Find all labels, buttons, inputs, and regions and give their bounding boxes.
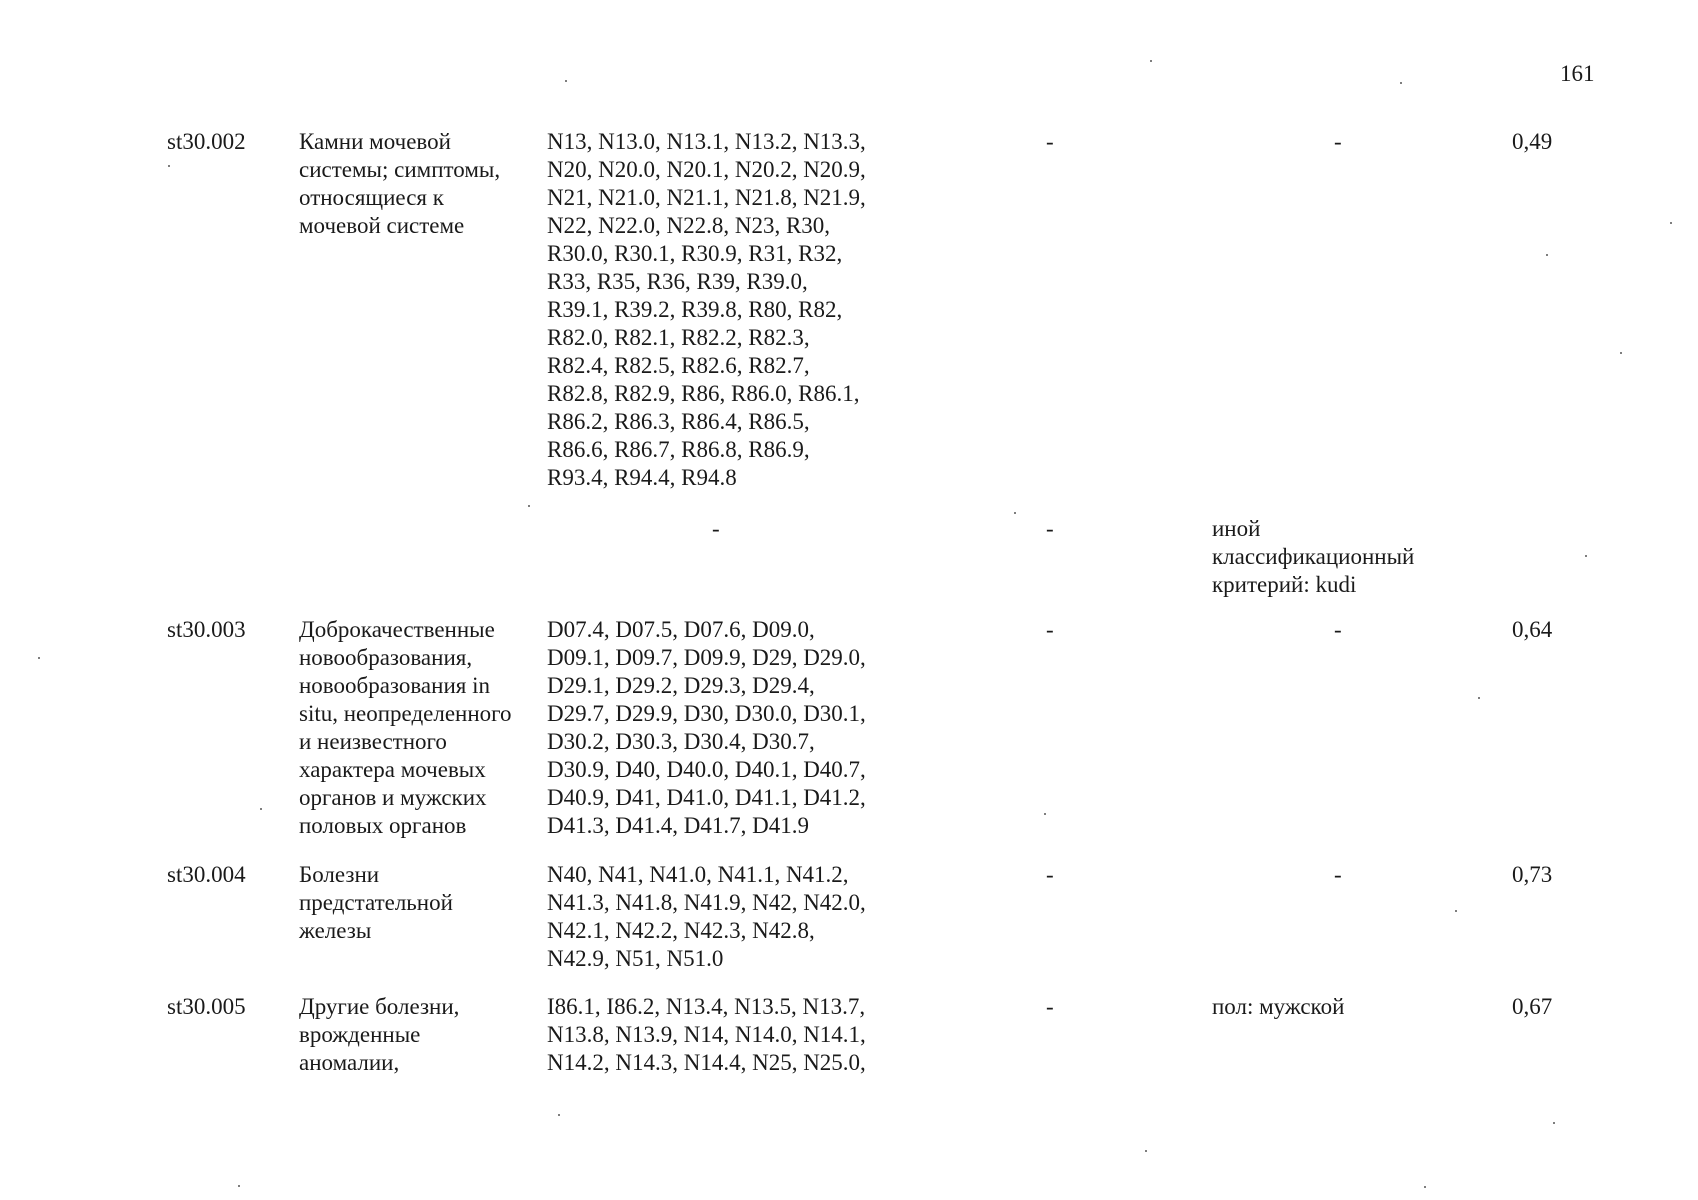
row-code: st30.003 bbox=[167, 617, 246, 642]
row-name: Камни мочевой системы; симптомы, относящиеся к мочевой системе bbox=[299, 129, 501, 238]
scan-speck bbox=[238, 1185, 240, 1187]
scan-speck bbox=[565, 80, 567, 82]
row-coefficient: 0,49 bbox=[1512, 129, 1553, 154]
row-code: st30.002 bbox=[167, 129, 246, 154]
row-name: Другие болезни, врожденные аномалии, bbox=[299, 994, 460, 1075]
scan-speck bbox=[1478, 697, 1480, 699]
row-name: Болезни предстательной железы bbox=[299, 862, 453, 943]
scan-speck bbox=[1150, 60, 1152, 62]
scan-speck bbox=[1400, 82, 1402, 84]
row-col4: - bbox=[1046, 994, 1054, 1019]
row-code: st30.005 bbox=[167, 994, 246, 1019]
row-col5: пол: мужской bbox=[1212, 994, 1345, 1019]
row-name: Доброкачественные новообразования, новообразования in situ, неопределенного и неизвестного характера мочевых органов и мужских половых органов bbox=[299, 617, 512, 838]
row-col4: - bbox=[1046, 617, 1054, 642]
row-col5: - bbox=[1334, 129, 1342, 154]
scan-speck bbox=[168, 165, 170, 167]
scan-speck bbox=[1553, 1122, 1555, 1124]
scan-speck bbox=[1145, 1150, 1147, 1152]
row-coefficient: 0,67 bbox=[1512, 994, 1553, 1019]
scan-speck bbox=[1670, 222, 1672, 224]
scan-speck bbox=[528, 505, 530, 507]
row-col4: - bbox=[1046, 516, 1054, 541]
scan-speck bbox=[1014, 512, 1016, 514]
page-number: 161 bbox=[1560, 61, 1595, 86]
scan-speck bbox=[1585, 555, 1587, 557]
scan-speck bbox=[1044, 813, 1046, 815]
scan-speck bbox=[38, 657, 40, 659]
row-icd-codes: N13, N13.0, N13.1, N13.2, N13.3, N20, N20.0, N20.1, N20.2, N20.9, N21, N21.0, N21.1, N21.8, N21.9, N22, N22.0, N22.8, N23, R30, R30.0, R30.1, R30.9, R31, R32, R33, R35, R36, R39, R39.0, R39.1, R39.2, R39.8, R80, R82, R82.0, R82.1, R82.2, R82.3, R82.4, R82.5, R82.6, R82.7, R82.8, R82.9, R86, R86.0, R86.1, R86.2, R86.3, R86.4, R86.5, R86.6, R86.7, R86.8, R86.9, R93.4, R94.4, R94.8 bbox=[547, 129, 866, 490]
scan-speck bbox=[1455, 910, 1457, 912]
row-icd-codes: D07.4, D07.5, D07.6, D09.0, D09.1, D09.7, D09.9, D29, D29.0, D29.1, D29.2, D29.3, D29.4, D29.7, D29.9, D30, D30.0, D30.1, D30.2, D30.3, D30.4, D30.7, D30.9, D40, D40.0, D40.1, D40.7, D40.9, D41, D41.0, D41.1, D41.2, D41.3, D41.4, D41.7, D41.9 bbox=[547, 617, 866, 838]
row-icd-codes: I86.1, I86.2, N13.4, N13.5, N13.7, N13.8, N13.9, N14, N14.0, N14.1, N14.2, N14.3, N14.4, N25, N25.0, bbox=[547, 994, 866, 1075]
row-icd-codes: N40, N41, N41.0, N41.1, N41.2, N41.3, N41.8, N41.9, N42, N42.0, N42.1, N42.2, N42.3, N42.8, N42.9, N51, N51.0 bbox=[547, 862, 866, 971]
row-icd-codes: - bbox=[712, 516, 720, 541]
row-col5: - bbox=[1334, 862, 1342, 887]
row-code: st30.004 bbox=[167, 862, 246, 887]
scan-speck bbox=[558, 1114, 560, 1116]
scan-speck bbox=[1424, 1186, 1426, 1188]
scan-speck bbox=[1546, 254, 1548, 256]
scan-speck bbox=[260, 808, 262, 810]
row-col4: - bbox=[1046, 862, 1054, 887]
row-coefficient: 0,73 bbox=[1512, 862, 1553, 887]
scan-speck bbox=[1620, 352, 1622, 354]
row-col4: - bbox=[1046, 129, 1054, 154]
row-coefficient: 0,64 bbox=[1512, 617, 1553, 642]
row-col5: иной классификационный критерий: kudi bbox=[1212, 516, 1415, 597]
row-col5: - bbox=[1334, 617, 1342, 642]
